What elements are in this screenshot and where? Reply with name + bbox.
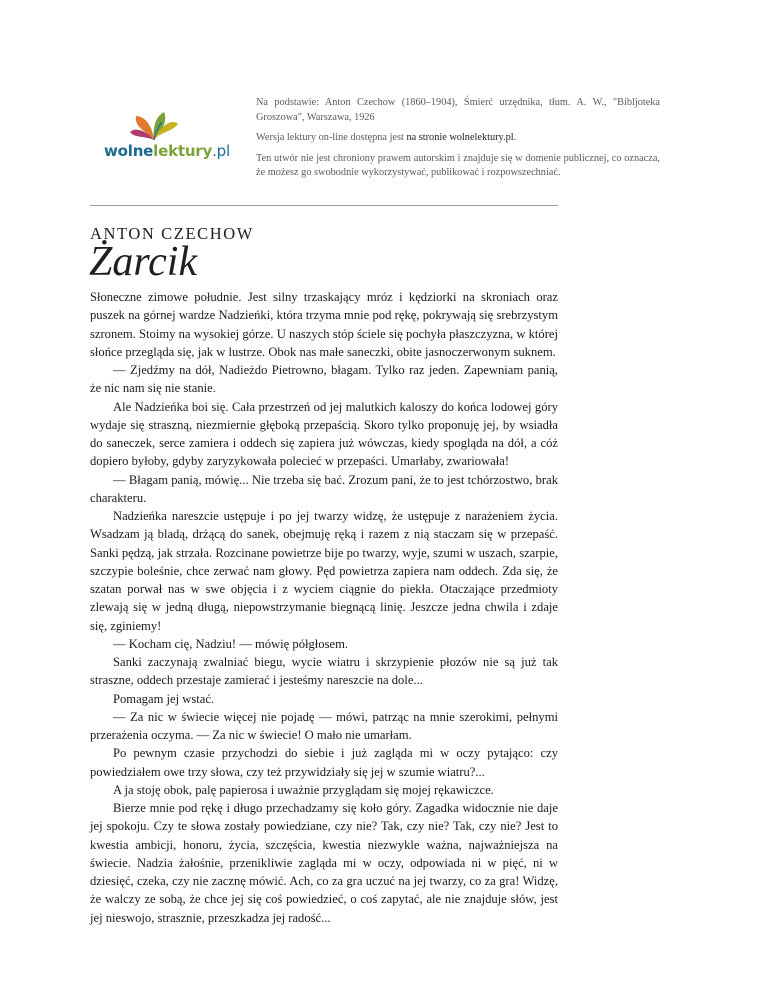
paragraph: — Zjedźmy na dół, Nadieżdo Pietrowno, błagam. Tylko raz jeden. Zapewniam panią, że nic nam się nie stanie. [90, 363, 558, 396]
paragraph: — Kocham cię, Nadziu! — mówię półgłosem. [113, 636, 349, 651]
paragraph: Słoneczne zimowe południe. Jest silny trzaskający mróz i kędziorki na skroniach oraz puszek na górnej wardze Nadzieńki, która trzyma mnie pod rękę, pokrywają się srebrzystym szronem. Stoimy na wysokiej górze. U naszych stóp ściele się pochyła płaszczyzna, w której słońce przegląda się, jak w lustrze. Obok nas małe saneczki, obite jasnoczerwonym suknem. [90, 290, 558, 359]
paragraph: — Za nic w świecie więcej nie pojadę — mówi, patrząc na mnie szerokimi, pełnymi przerażenia oczyma. — Za nic w świecie! O mało nie umarłam. [90, 709, 558, 742]
logo-wordmark: wolnelektury.pl [104, 142, 230, 160]
wolnelektury-logo[interactable] [104, 110, 240, 160]
paragraph: Nadzieńka nareszcie ustępuje i po jej twarzy widzę, że ustępuje z narażeniem życia. Wsadzam ją bladą, drżącą do sanek, obejmuję ręką i razem z nią staczam się w przepaść. Sanki pędzą, jak strzała. Rozcinane powietrze bije po twarzy, wyje, szumi w uszach, szarpie, szczypie boleśnie, chce zerwać nam głowy. Pęd powietrza zapiera nam oddech. Zda się, że szatan porwał nas w swe objęcia i z wyciem ciągnie do piekła. Otaczające przedmioty zlewają się w jedną długą, niepowstrzymanie biegnącą linię. Jeszcze jedna chwila i zdaje się, zginiemy! [90, 509, 558, 633]
author-name: ANTON CZECHOW [90, 224, 254, 243]
paragraph: Pomagam jej wstać. [113, 691, 215, 706]
paragraph: — Błagam panią, mówię... Nie trzeba się bać. Zrozum pani, że to jest tchórzostwo, brak charakteru. [90, 472, 558, 505]
paragraph: Sanki zaczynają zwalniać biegu, wycie wiatru i skrzypienie płozów nie są już tak straszne, oddech przestaje zamierać i jesteśmy nareszcie na dole... [90, 655, 558, 688]
header-divider [90, 205, 558, 206]
story-text [90, 288, 558, 927]
butterfly-icon [128, 110, 180, 142]
work-title: Żarcik [89, 239, 198, 285]
paragraph: A ja stoję obok, palę papierosa i uważnie przyglądam się mojej rękawiczce. [113, 782, 494, 797]
online-note: Wersja lektury on-line dostępna jest na stronie wolnelektury.pl. [256, 132, 517, 143]
paragraph: Ale Nadzieńka boi się. Cała przestrzeń od jej malutkich kaloszy do końca lodowej góry wydaje się straszną, niezmiernie głęboką przepaścią. Skoro tylko proponuję jej, by wsiadła do saneczek, serce zamiera i oddech się zapiera już wówczas, kiedy spogląda na dół, a cóż dopiero byłoby, gdyby zaryzykowała polecieć w przepaści. Umarłaby, zwariowała! [90, 399, 558, 469]
header-info [256, 96, 660, 187]
source-note: Na podstawie: Anton Czechow (1860–1904), Śmierć urzędnika, tłum. A. W., "Bibljoteka Groszowa", Warszawa, 1926 [256, 97, 660, 123]
paragraph: Po pewnym czasie przychodzi do siebie i już zagląda mi w oczy pytająco: czy powiedziałem owe trzy słowa, czy też przywidziały się jej w szumie wiatru?... [90, 746, 558, 779]
paragraph: Bierze mnie pod rękę i długo przechadzamy się koło góry. Zagadka widocznie nie daje jej spokoju. Czy te słowa zostały powiedziane, czy nie? Tak, czy nie? Tak, czy nie? Jest to kwestia ambicji, honoru, życia, szczęścia, kwestia niezwykle ważna, najważniejsza na świecie. Nadzia żałośnie, przenikliwie zagląda mi w oczy, odpowiada ni w pięć, ni w dziesięć, czeka, czy nie zacznę mówić. Ach, co za gra uczuć na jej twarzy, co za gra! Widzę, że walczy ze sobą, że chce jej się coś powiedzieć, o coś zapytać, ale nie znajduje słów, jest jej nieswojo, strasznie, przeszkadza jej radość... [90, 801, 558, 925]
license-note: Ten utwór nie jest chroniony prawem autorskim i znajduje się w domenie publicznej, co oznacza, że możesz go swobodnie wykorzystywać, publikować i rozpowszechniać. [256, 152, 660, 178]
wolnelektury-link[interactable]: na stronie wolnelektury.pl [406, 132, 514, 143]
